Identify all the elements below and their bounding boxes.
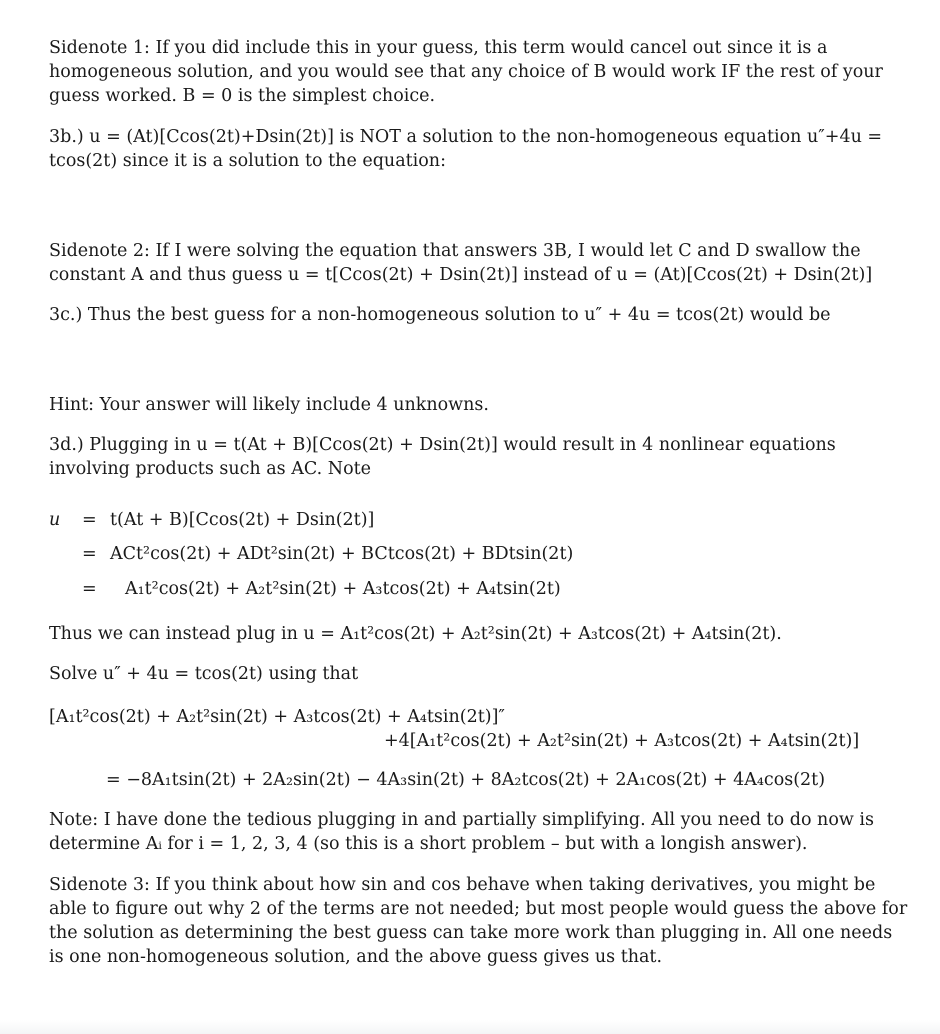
hint-text: Hint: Your answer will likely include 4 unknowns.	[49, 395, 489, 415]
thus-plug-line: Thus we can instead plug in u = A₁t²cos(2t) + A₂t²sin(2t) + A₃tcos(2t) + A₄tsin(2t).	[49, 624, 782, 644]
question-3d-line-1: 3d.) Plugging in u = t(At + B)[Ccos(2t) + Dsin(2t)] would result in 4 nonlinear equations	[49, 435, 836, 455]
sidenote-1-line-1: Sidenote 1: If you did include this in your guess, this term would cancel out since it is a	[49, 38, 828, 58]
sidenote-2-line-2: constant A and thus guess u = t[Ccos(2t) + Dsin(2t)] instead of u = (At)[Ccos(2t) + Dsin(2t)]	[49, 265, 873, 285]
equation-relation-3: =	[82, 579, 97, 599]
sidenote-3-line-2: able to figure out why 2 of the terms are not needed; but most people would guess the above for	[49, 899, 908, 919]
derivative-eq-line-3: = −8A₁tsin(2t) + 2A₂sin(2t) − 4A₃sin(2t) + 8A₂tcos(2t) + 2A₁cos(2t) + 4A₄cos(2t)	[106, 770, 826, 790]
sidenote-3-line-3: the solution as determining the best guess can take more work than plugging in. All one needs	[49, 923, 893, 943]
question-3b-line-1: 3b.) u = (At)[Ccos(2t)+Dsin(2t)] is NOT a solution to the non-homogeneous equation u″+4u =	[49, 127, 883, 147]
equation-rhs-3: A₁t²cos(2t) + A₂t²sin(2t) + A₃tcos(2t) + A₄tsin(2t)	[125, 579, 561, 599]
equation-relation-1: =	[82, 510, 97, 530]
derivative-eq-line-2: +4[A₁t²cos(2t) + A₂t²sin(2t) + A₃tcos(2t) + A₄tsin(2t)]	[384, 731, 860, 751]
equation-rhs-1: t(At + B)[Ccos(2t) + Dsin(2t)]	[110, 510, 375, 530]
equation-rhs-2: ACt²cos(2t) + ADt²sin(2t) + BCtcos(2t) + BDtsin(2t)	[110, 544, 574, 564]
note-line-1: Note: I have done the tedious plugging in and partially simplifying. All you need to do now is	[49, 810, 874, 830]
equation-lhs: u	[49, 510, 61, 530]
question-3b-line-2: tcos(2t) since it is a solution to the equation:	[49, 151, 446, 171]
page-bottom-edge	[0, 1020, 940, 1034]
question-3c: 3c.) Thus the best guess for a non-homogeneous solution to u″ + 4u = tcos(2t) would be	[49, 305, 831, 325]
sidenote-3-line-4: is one non-homogeneous solution, and the above guess gives us that.	[49, 947, 663, 967]
question-3d-line-2: involving products such as AC. Note	[49, 459, 371, 479]
note-line-2: determine Aᵢ for i = 1, 2, 3, 4 (so this is a short problem – but with a longish answer).	[49, 834, 808, 854]
equation-relation-2: =	[82, 544, 97, 564]
sidenote-3-line-1: Sidenote 3: If you think about how sin and cos behave when taking derivatives, you might be	[49, 875, 876, 895]
sidenote-1-line-2: homogeneous solution, and you would see that any choice of B would work IF the rest of your	[49, 62, 883, 82]
solve-line: Solve u″ + 4u = tcos(2t) using that	[49, 664, 359, 684]
sidenote-2-line-1: Sidenote 2: If I were solving the equation that answers 3B, I would let C and D swallow the	[49, 241, 861, 261]
sidenote-1-line-3: guess worked. B = 0 is the simplest choice.	[49, 86, 436, 106]
derivative-eq-line-1: [A₁t²cos(2t) + A₂t²sin(2t) + A₃tcos(2t) + A₄tsin(2t)]″	[49, 707, 505, 727]
